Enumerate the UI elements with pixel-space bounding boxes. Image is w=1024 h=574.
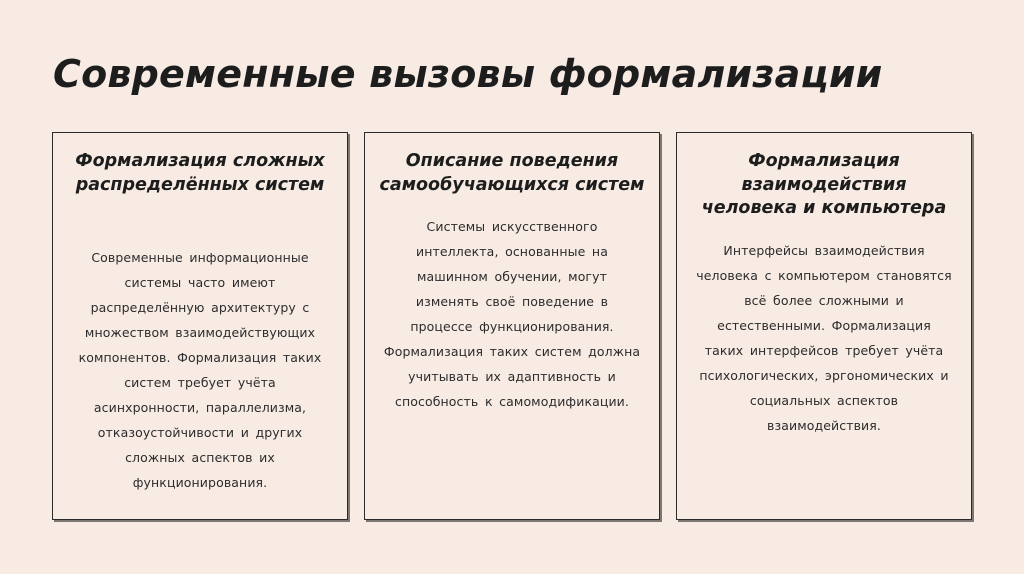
card-distributed-systems — [52, 132, 348, 520]
card-text: Системы искусственного интеллекта, основанные на машинном обучении, могут изменять своё поведение в процессе функционирования. Формализация таких систем должна учитывать их адаптивность и способность к самомодификации. — [383, 219, 641, 409]
card-title: Формализация сложных распределённых систем — [75, 151, 325, 195]
slide-title: Современные вызовы формализации — [53, 52, 883, 96]
card-human-computer-interaction — [676, 132, 972, 520]
card-self-learning-systems — [364, 132, 660, 520]
card-text: Современные информационные системы часто имеют распределённую архитектуру с множеством взаимодействующих компонентов. Формализация таких систем требует учёта асинхронности, параллелизма, отказоустойчивости и других сложных аспектов их функционирования. — [78, 250, 322, 490]
card-title: Описание поведения самообучающихся систем — [379, 151, 645, 195]
card-text: Интерфейсы взаимодействия человека с компьютером становятся всё более сложными и естественными. Формализация таких интерфейсов требует учёта психологических, эргономических и социальных аспектов взаимодействия. — [696, 242, 952, 433]
card-title: Формализация взаимодействия человека и компьютера — [701, 151, 947, 218]
